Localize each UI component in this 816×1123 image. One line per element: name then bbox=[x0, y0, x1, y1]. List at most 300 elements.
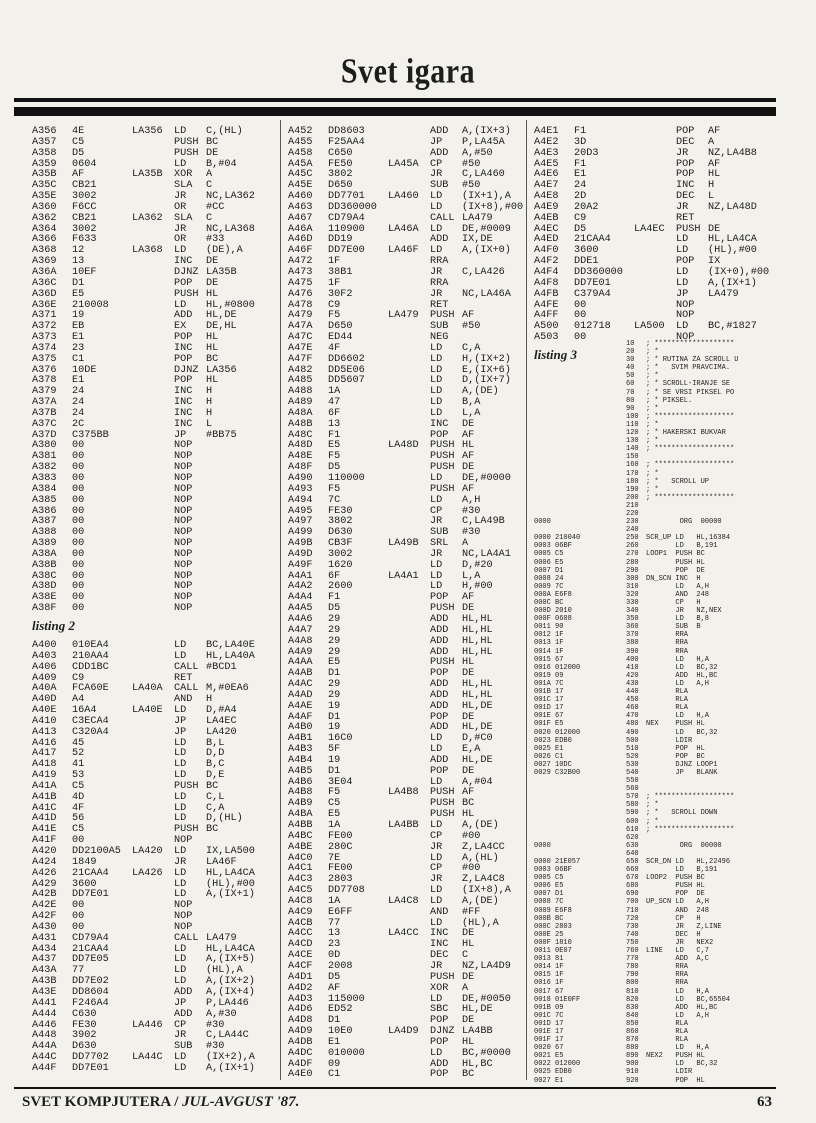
asm-line bbox=[534, 470, 784, 478]
address: A444 bbox=[32, 1008, 57, 1020]
code-line bbox=[288, 474, 533, 485]
mnemonic: AND bbox=[174, 694, 193, 706]
mnemonic: NOP bbox=[174, 559, 193, 571]
opcode: 3802 bbox=[328, 169, 353, 181]
operand: E,A bbox=[462, 744, 481, 756]
object-code: 0017 67 bbox=[534, 987, 564, 996]
code-line bbox=[32, 652, 277, 663]
address: A360 bbox=[32, 201, 57, 213]
line-number: 550 bbox=[626, 777, 639, 786]
code-line bbox=[32, 539, 277, 550]
line-number: 390 bbox=[626, 647, 639, 656]
operand: DE bbox=[462, 711, 475, 723]
code-line bbox=[288, 290, 533, 301]
mnemonic: ADD bbox=[430, 722, 449, 734]
object-code: 0022 012000 bbox=[534, 1060, 581, 1069]
opcode: 3E04 bbox=[328, 776, 353, 788]
address: A4A9 bbox=[288, 646, 313, 658]
opcode: F5 bbox=[328, 451, 341, 463]
address: A48F bbox=[288, 462, 313, 474]
asm-line bbox=[534, 631, 784, 639]
mnemonic: LD bbox=[430, 744, 443, 756]
object-code: 001A 7C bbox=[534, 679, 564, 688]
object-code: 0005 C5 bbox=[534, 550, 564, 559]
opcode: 00 bbox=[72, 581, 85, 593]
opcode: 00 bbox=[72, 462, 85, 474]
opcode: 7E bbox=[328, 852, 341, 864]
code-line bbox=[32, 485, 277, 496]
operand: HL bbox=[462, 1036, 475, 1048]
address: A4A2 bbox=[288, 581, 313, 593]
opcode: E1 bbox=[574, 169, 587, 181]
label: LA4EC bbox=[634, 223, 665, 235]
label: LA4CC bbox=[388, 928, 419, 940]
mnemonic: LD bbox=[174, 954, 187, 966]
mnemonic: PUSH bbox=[174, 136, 199, 148]
opcode: AF bbox=[328, 982, 341, 994]
asm-line bbox=[534, 648, 784, 656]
operand: DE bbox=[462, 462, 475, 474]
line-number: 580 bbox=[626, 801, 639, 810]
address: A472 bbox=[288, 256, 313, 268]
line-number: 20 bbox=[626, 348, 635, 357]
operand: BC bbox=[462, 798, 475, 810]
opcode: 3802 bbox=[328, 516, 353, 528]
line-number: 30 bbox=[626, 356, 635, 365]
opcode: F5 bbox=[328, 310, 341, 322]
line-number: 490 bbox=[626, 728, 639, 737]
address: A431 bbox=[32, 932, 57, 944]
opcode: D5 bbox=[574, 223, 587, 235]
asm-line bbox=[534, 963, 784, 971]
opcode: DD5607 bbox=[328, 375, 365, 387]
mnemonic: SUB bbox=[174, 1041, 193, 1053]
mnemonic: LD bbox=[430, 375, 443, 387]
operand: HL bbox=[462, 440, 475, 452]
operand: AF bbox=[708, 126, 721, 137]
address: A403 bbox=[32, 650, 57, 662]
address: A49D bbox=[288, 548, 313, 560]
operand: A,(DE) bbox=[462, 386, 499, 398]
asm-line bbox=[534, 567, 784, 575]
operand: H bbox=[708, 180, 715, 192]
mnemonic: LD bbox=[430, 895, 443, 907]
opcode: F1 bbox=[328, 592, 341, 604]
mnemonic: JR bbox=[174, 856, 187, 868]
code-line bbox=[288, 767, 533, 778]
code-line bbox=[32, 717, 277, 728]
line-number: 180 bbox=[626, 477, 639, 486]
address: A383 bbox=[32, 473, 57, 484]
opcode: DD360000 bbox=[328, 201, 377, 213]
asm-line bbox=[534, 607, 784, 615]
operand: BC,#0000 bbox=[462, 1047, 511, 1059]
opcode: 45 bbox=[72, 737, 85, 749]
code-line bbox=[32, 311, 277, 322]
mnemonic: LD bbox=[174, 299, 187, 311]
address: A49F bbox=[288, 559, 313, 571]
object-code: 0003 06BF bbox=[534, 866, 572, 875]
operand: A,(HL) bbox=[462, 852, 499, 864]
code-line bbox=[288, 897, 533, 908]
label: LA4D9 bbox=[388, 1026, 419, 1038]
code-line bbox=[534, 246, 784, 257]
operand: A,(IX+4) bbox=[206, 986, 255, 998]
address: A41A bbox=[32, 780, 57, 792]
mnemonic: JR bbox=[430, 841, 443, 853]
address: A44C bbox=[32, 1052, 57, 1064]
opcode: 77 bbox=[328, 917, 341, 929]
object-code: 0008 24 bbox=[534, 574, 564, 583]
opcode: 4E bbox=[72, 126, 85, 137]
address: A4C3 bbox=[288, 874, 313, 886]
asm-line bbox=[534, 623, 784, 631]
source: RLA bbox=[646, 1019, 689, 1028]
opcode: 00 bbox=[72, 548, 85, 560]
object-code: 0015 67 bbox=[534, 655, 564, 664]
asm-line bbox=[534, 526, 784, 534]
opcode: C5 bbox=[328, 798, 341, 810]
object-code: 0016 012000 bbox=[534, 663, 581, 672]
code-line bbox=[32, 420, 277, 431]
opcode: 1A bbox=[328, 895, 341, 907]
operand: Z,LA4C8 bbox=[462, 874, 505, 886]
code-line bbox=[288, 409, 533, 420]
mnemonic: NOP bbox=[174, 440, 193, 452]
address: A386 bbox=[32, 505, 57, 517]
address: A4CC bbox=[288, 928, 313, 940]
mnemonic: INC bbox=[430, 928, 449, 940]
opcode: C1 bbox=[328, 1069, 341, 1081]
operand: LA356 bbox=[206, 364, 237, 376]
opcode: E5 bbox=[328, 809, 341, 821]
code-line bbox=[32, 1064, 277, 1075]
address: A44F bbox=[32, 1062, 57, 1074]
source: ; * bbox=[646, 348, 659, 357]
code-line bbox=[32, 127, 277, 138]
source: SCR_DN LD HL,22496 bbox=[646, 858, 731, 866]
operand: HL,HL bbox=[462, 613, 493, 625]
address: A4EB bbox=[534, 212, 559, 224]
operand: A,(IX+1) bbox=[206, 1062, 255, 1074]
operand: A,(IX+1) bbox=[708, 277, 757, 289]
address: A46A bbox=[288, 223, 313, 235]
operand: D,#20 bbox=[462, 559, 493, 571]
object-code: 0000 21E057 bbox=[534, 858, 581, 866]
mnemonic: LD bbox=[430, 397, 443, 409]
object-code: 0009 E6F8 bbox=[534, 906, 572, 915]
line-number: 740 bbox=[626, 930, 639, 939]
footer-magazine-name: SVET KOMPJUTERA / bbox=[22, 1094, 179, 1110]
source: JR Z,LINE bbox=[646, 922, 722, 931]
code-line bbox=[288, 561, 533, 572]
line-number: 140 bbox=[626, 445, 639, 454]
address: A4DB bbox=[288, 1036, 313, 1048]
address: A458 bbox=[288, 147, 313, 159]
asm-line bbox=[534, 1012, 784, 1020]
line-number: 100 bbox=[626, 412, 639, 421]
source: ; * bbox=[646, 404, 659, 413]
line-number: 700 bbox=[626, 898, 639, 907]
code-line bbox=[32, 901, 277, 912]
code-line bbox=[32, 192, 277, 203]
operand: DE bbox=[462, 1015, 475, 1027]
mnemonic: OR bbox=[174, 201, 187, 213]
operand: M,#0EA6 bbox=[206, 683, 249, 695]
source: LD A,H bbox=[646, 1011, 710, 1020]
operand: D,(IX+7) bbox=[462, 375, 511, 387]
object-code: 001C 17 bbox=[534, 696, 564, 705]
object-code: 0006 E5 bbox=[534, 882, 564, 891]
opcode: DD7E01 bbox=[72, 889, 109, 901]
opcode: F6CC bbox=[72, 201, 97, 213]
asm-line bbox=[534, 397, 784, 405]
opcode: 13 bbox=[328, 928, 341, 940]
object-code: 0023 EDB0 bbox=[534, 736, 572, 745]
opcode: E6FF bbox=[328, 906, 353, 918]
line-number: 330 bbox=[626, 599, 639, 607]
code-line bbox=[32, 225, 277, 236]
line-number: 230 bbox=[626, 518, 639, 527]
operand: DE bbox=[462, 971, 475, 983]
line-number: 770 bbox=[626, 955, 639, 964]
opcode: F246A4 bbox=[72, 997, 109, 1009]
opcode: D5 bbox=[72, 147, 85, 159]
address: A4A6 bbox=[288, 613, 313, 625]
line-number: 190 bbox=[626, 485, 639, 494]
code-line bbox=[32, 452, 277, 463]
source: LD BC,32 bbox=[646, 663, 718, 672]
code-line bbox=[288, 170, 533, 181]
mnemonic: LD bbox=[430, 776, 443, 788]
operand: L bbox=[708, 191, 715, 203]
asm-line bbox=[534, 461, 784, 469]
mnemonic: ADD bbox=[174, 310, 193, 322]
operand: HL,HL bbox=[462, 624, 493, 636]
operand: (IX+2),A bbox=[206, 1052, 255, 1064]
line-number: 430 bbox=[626, 679, 639, 688]
code-line bbox=[288, 214, 533, 225]
mnemonic: LD bbox=[430, 342, 443, 354]
operand: BC bbox=[206, 824, 219, 836]
asm-line bbox=[534, 575, 784, 583]
label: LA40E bbox=[132, 705, 163, 717]
opcode: 00 bbox=[72, 527, 85, 539]
mnemonic: LD bbox=[430, 733, 443, 745]
operand: (HL),#00 bbox=[708, 245, 757, 257]
address: A38D bbox=[32, 581, 57, 593]
address: A488 bbox=[288, 386, 313, 398]
source: DN_SCN INC H bbox=[646, 574, 701, 583]
address: A4A5 bbox=[288, 603, 313, 615]
mnemonic: PUSH bbox=[430, 440, 455, 452]
address: A4ED bbox=[534, 234, 559, 246]
address: A4E9 bbox=[534, 201, 559, 213]
opcode: 10E0 bbox=[328, 1026, 353, 1038]
source: RLA bbox=[646, 688, 689, 697]
object-code: 0029 C32B00 bbox=[534, 768, 581, 777]
mnemonic: JP bbox=[430, 136, 443, 148]
mnemonic: LD bbox=[174, 158, 187, 170]
code-line bbox=[32, 782, 277, 793]
mnemonic: NOP bbox=[174, 603, 193, 615]
opcode: 110900 bbox=[328, 223, 365, 235]
source: LD H,A bbox=[646, 712, 710, 721]
address: A4B1 bbox=[288, 733, 313, 745]
address: A455 bbox=[288, 136, 313, 148]
opcode: 2600 bbox=[328, 581, 353, 593]
line-number: 250 bbox=[626, 534, 639, 543]
address: A43B bbox=[32, 976, 57, 988]
asm-line bbox=[534, 1060, 784, 1068]
code-line bbox=[288, 962, 533, 973]
address: A419 bbox=[32, 770, 57, 782]
address: A4AC bbox=[288, 679, 313, 691]
operand: B,#04 bbox=[206, 158, 237, 170]
operand: A bbox=[708, 136, 715, 148]
header-rule-thin bbox=[14, 98, 776, 102]
asm-line bbox=[534, 712, 784, 720]
mnemonic: LD bbox=[676, 245, 689, 257]
code-line bbox=[288, 387, 533, 398]
opcode: CB21 bbox=[72, 180, 97, 192]
source: ; ******************* bbox=[646, 340, 735, 348]
mnemonic: LD bbox=[676, 277, 689, 289]
operand: AF bbox=[462, 310, 475, 322]
address: A41C bbox=[32, 802, 57, 814]
address: A368 bbox=[32, 245, 57, 257]
mnemonic: OR bbox=[174, 234, 187, 246]
address: A4E0 bbox=[288, 1069, 313, 1081]
asm-line bbox=[534, 364, 784, 372]
source: RRA bbox=[646, 963, 689, 972]
address: A387 bbox=[32, 516, 57, 528]
mnemonic: LD bbox=[430, 191, 443, 203]
operand: A,(DE) bbox=[462, 895, 499, 907]
line-number: 160 bbox=[626, 461, 639, 470]
operand: L,A bbox=[462, 407, 481, 419]
line-number: 800 bbox=[626, 979, 639, 988]
operand: C,LA426 bbox=[462, 266, 505, 278]
line-number: 650 bbox=[626, 858, 639, 866]
address: A4B9 bbox=[288, 798, 313, 810]
address: A420 bbox=[32, 846, 57, 857]
mnemonic: LD bbox=[430, 494, 443, 506]
opcode: 47 bbox=[328, 397, 341, 409]
source: LOOP2 PUSH BC bbox=[646, 874, 705, 883]
operand: LA479 bbox=[462, 212, 493, 224]
mnemonic: ADD bbox=[430, 613, 449, 625]
opcode: 1F bbox=[328, 277, 341, 289]
opcode: 12 bbox=[72, 245, 85, 257]
opcode: D1 bbox=[72, 277, 85, 289]
line-number: 320 bbox=[626, 590, 639, 599]
mnemonic: CALL bbox=[174, 932, 199, 944]
mnemonic: ADD bbox=[430, 689, 449, 701]
operand: DE bbox=[462, 418, 475, 430]
line-number: 750 bbox=[626, 938, 639, 947]
opcode: CB3F bbox=[328, 538, 353, 550]
opcode: 00 bbox=[72, 538, 85, 550]
opcode: 1620 bbox=[328, 559, 353, 571]
opcode: C650 bbox=[328, 147, 353, 159]
opcode: 29 bbox=[328, 646, 341, 658]
address: A4B3 bbox=[288, 744, 313, 756]
mnemonic: NOP bbox=[174, 473, 193, 484]
source: SUB B bbox=[646, 623, 701, 632]
address: A406 bbox=[32, 661, 57, 673]
address: A497 bbox=[288, 516, 313, 528]
source: ; * bbox=[646, 801, 659, 810]
address: A499 bbox=[288, 527, 313, 539]
mnemonic: JR bbox=[430, 288, 443, 300]
opcode: 13 bbox=[328, 418, 341, 430]
asm-line bbox=[534, 680, 784, 688]
address: A35C bbox=[32, 180, 57, 192]
asm-line bbox=[534, 421, 784, 429]
mnemonic: POP bbox=[430, 1015, 449, 1027]
address: A45E bbox=[288, 180, 313, 192]
opcode: 77 bbox=[72, 965, 85, 977]
source: AND 248 bbox=[646, 590, 710, 599]
mnemonic: ADD bbox=[430, 1058, 449, 1070]
mnemonic: CALL bbox=[174, 683, 199, 695]
mnemonic: PUSH bbox=[676, 223, 701, 235]
address: A478 bbox=[288, 299, 313, 311]
mnemonic: POP bbox=[430, 1036, 449, 1048]
mnemonic: DEC bbox=[676, 136, 695, 148]
asm-line bbox=[534, 1077, 784, 1085]
asm-line bbox=[534, 534, 784, 542]
operand: C,LA44C bbox=[206, 1030, 249, 1042]
line-number: 680 bbox=[626, 882, 639, 891]
code-line bbox=[534, 301, 784, 312]
mnemonic: LD bbox=[430, 917, 443, 929]
line-number: 470 bbox=[626, 712, 639, 721]
mnemonic: LD bbox=[174, 889, 187, 901]
mnemonic: PUSH bbox=[174, 780, 199, 792]
line-number: 720 bbox=[626, 914, 639, 923]
line-number: 80 bbox=[626, 396, 635, 405]
asm-line bbox=[534, 583, 784, 591]
operand: DE,#0050 bbox=[462, 993, 511, 1005]
opcode: 1849 bbox=[72, 856, 97, 868]
mnemonic: EX bbox=[174, 321, 187, 333]
operand: E,(IX+6) bbox=[462, 364, 511, 376]
source: NEX PUSH HL bbox=[646, 720, 705, 729]
address: A48D bbox=[288, 440, 313, 452]
operand: NZ,LA4B8 bbox=[708, 147, 757, 159]
address: A4D8 bbox=[288, 1015, 313, 1027]
mnemonic: ADD bbox=[430, 147, 449, 159]
mnemonic: JP bbox=[174, 715, 187, 727]
mnemonic: JR bbox=[430, 960, 443, 972]
mnemonic: POP bbox=[174, 277, 193, 289]
source: ; * SCROLL DOWN bbox=[646, 809, 718, 818]
line-number: 870 bbox=[626, 1036, 639, 1045]
source: LD H,A bbox=[646, 655, 710, 664]
operand: #CC bbox=[206, 201, 225, 213]
mnemonic: LD bbox=[430, 1047, 443, 1059]
operand: H,(IX+2) bbox=[462, 353, 511, 365]
operand: IX,DE bbox=[462, 234, 493, 246]
asm-line bbox=[534, 801, 784, 809]
address: A382 bbox=[32, 462, 57, 474]
asm-line bbox=[534, 907, 784, 915]
code-line bbox=[288, 702, 533, 713]
address: A380 bbox=[32, 440, 57, 452]
object-code: 0026 C1 bbox=[534, 752, 564, 761]
